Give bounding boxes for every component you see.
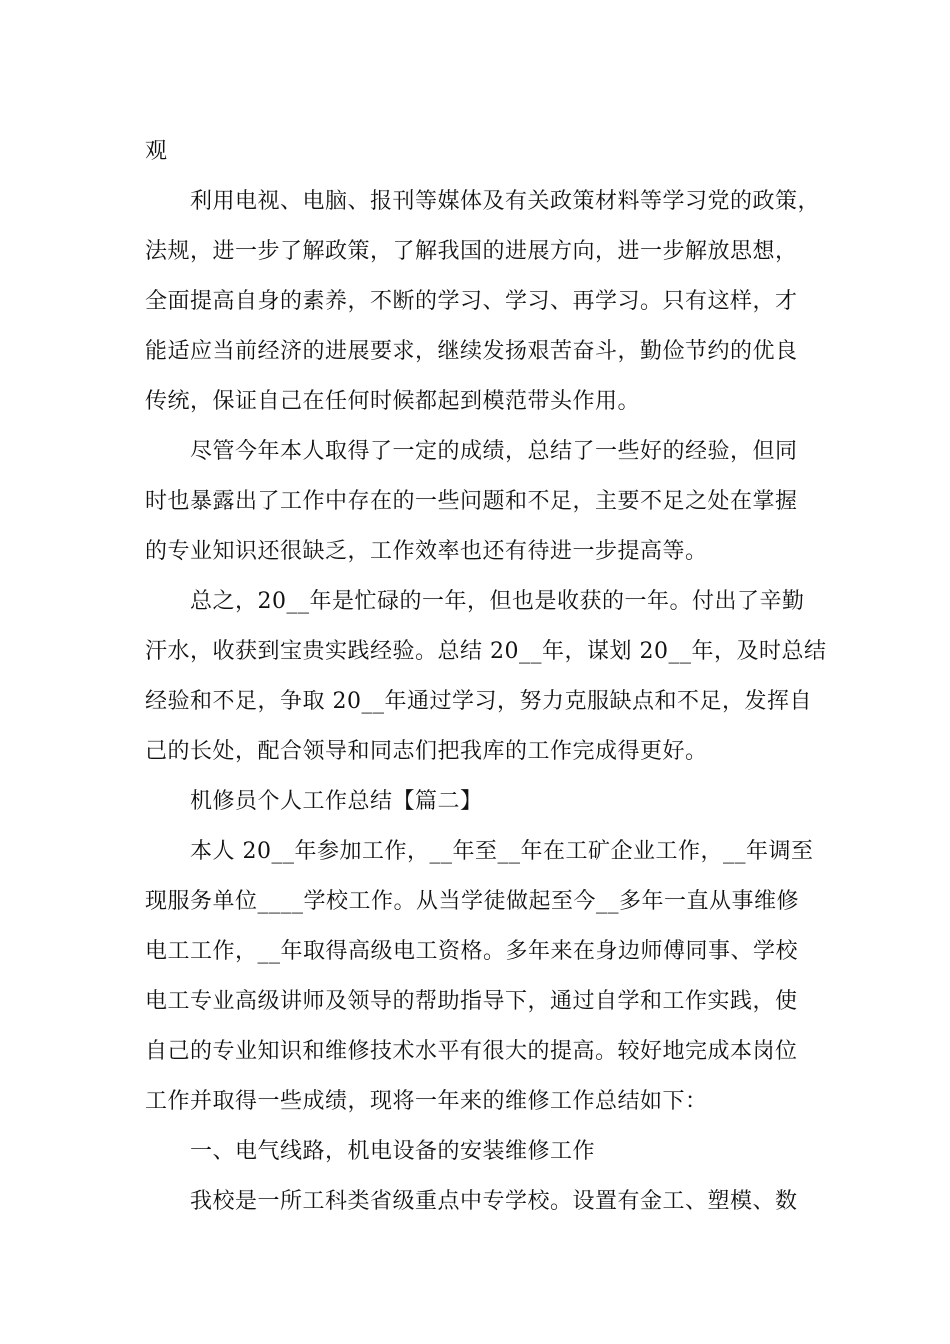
- text-line: 工作并取得一些成绩，现将一年来的维修工作总结如下：: [145, 1089, 708, 1114]
- paragraph-start-line: 利用电视、电脑、报刊等媒体及有关政策材料等学习党的政策，: [190, 189, 821, 214]
- text-line: 经验和不足，争取 20__年通过学习，努力克服缺点和不足，发挥自: [145, 689, 812, 714]
- text-line: 全面提高自身的素养，不断的学习、学习、再学习。只有这样，才: [145, 289, 798, 314]
- paragraph-start-line: 本人 20__年参加工作，__年至__年在工矿企业工作，__年调至: [190, 839, 814, 864]
- text-line: 观: [145, 139, 168, 164]
- text-line: 电工专业高级讲师及领导的帮助指导下，通过自学和工作实践，使: [145, 989, 798, 1014]
- paragraph-start-line: 总之，20__年是忙碌的一年，但也是收获的一年。付出了辛勤: [190, 589, 805, 614]
- text-line: 汗水，收获到宝贵实践经验。总结 20__年，谋划 20__年，及时总结: [145, 639, 827, 664]
- subsection-heading: 一、电气线路，机电设备的安装维修工作: [190, 1139, 596, 1164]
- text-line: 现服务单位____学校工作。从当学徒做起至今__多年一直从事维修: [145, 889, 800, 914]
- text-line: 时也暴露出了工作中存在的一些问题和不足，主要不足之处在掌握: [145, 489, 798, 514]
- paragraph-start-line: 我校是一所工科类省级重点中专学校。设置有金工、塑模、数: [190, 1189, 798, 1214]
- text-line: 的专业知识还很缺乏，工作效率也还有待进一步提高等。: [145, 539, 708, 564]
- text-line: 能适应当前经济的进展要求，继续发扬艰苦奋斗，勤俭节约的优良: [145, 339, 798, 364]
- section-heading: 机修员个人工作总结【篇二】: [190, 789, 483, 814]
- text-line: 电工工作，__年取得高级电工资格。多年来在身边师傅同事、学校: [145, 939, 799, 964]
- paragraph-start-line: 尽管今年本人取得了一定的成绩，总结了一些好的经验，但同: [190, 439, 798, 464]
- text-line: 传统，保证自己在任何时候都起到模范带头作用。: [145, 389, 641, 414]
- text-line: 己的长处，配合领导和同志们把我库的工作完成得更好。: [145, 739, 708, 764]
- text-line: 自己的专业知识和维修技术水平有很大的提高。较好地完成本岗位: [145, 1039, 798, 1064]
- text-line: 法规，进一步了解政策，了解我国的进展方向，进一步解放思想，: [145, 239, 798, 264]
